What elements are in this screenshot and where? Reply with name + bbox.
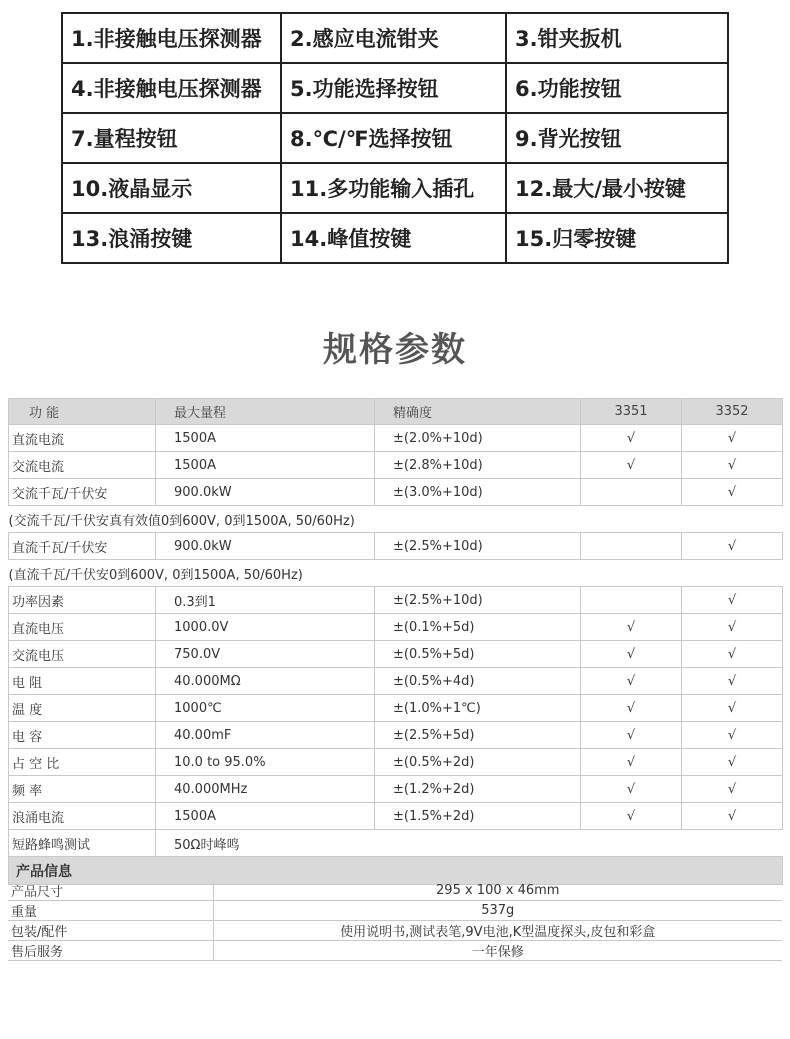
part-label: 8.℃/℉选择按钮 [281,113,506,163]
info-label: 包装/配件 [8,921,213,941]
part-label: 4.非接触电压探测器 [62,63,281,113]
header-model-3351: 3351 [581,399,682,425]
spec-function: 交流千瓦/千伏安 [9,479,156,506]
model-3352-check: √ [682,479,783,506]
info-section-label: 产品信息 [9,857,783,885]
model-3352-check: √ [682,425,783,452]
parts-legend-table [61,12,729,264]
spec-row [9,425,783,452]
model-3352-check: √ [682,533,783,560]
model-3351-check: √ [581,749,682,776]
model-3351-check: √ [581,722,682,749]
info-row [8,921,782,941]
model-3351-check: √ [581,776,682,803]
spec-function: 直流电流 [9,425,156,452]
spec-range: 1000.0V [156,614,375,641]
info-label: 产品尺寸 [8,881,213,901]
spec-row [9,776,783,803]
spec-accuracy: ±(0.5%+5d) [375,641,581,668]
spec-note: (直流千瓦/千伏安0到600V, 0到1500A, 50/60Hz) [9,560,783,587]
model-3352-check: √ [682,641,783,668]
header-accuracy: 精确度 [375,399,581,425]
spec-row [9,803,783,830]
model-3352-check: √ [682,668,783,695]
model-3352-check: √ [682,587,783,614]
spec-function: 电 容 [9,722,156,749]
spec-row [9,695,783,722]
spec-accuracy: ±(2.8%+10d) [375,452,581,479]
spec-accuracy: ±(1.0%+1℃) [375,695,581,722]
spec-range: 0.3到1 [156,587,375,614]
spec-range: 40.000MΩ [156,668,375,695]
spec-row [9,587,783,614]
spec-range: 900.0kW [156,533,375,560]
info-value: 537g [213,901,782,921]
model-3351-check [581,587,682,614]
spec-function: 短路蜂鸣测试 [9,830,156,857]
spec-range: 1000℃ [156,695,375,722]
spec-function: 电 阻 [9,668,156,695]
spec-row [9,830,783,857]
spec-accuracy: ±(0.5%+2d) [375,749,581,776]
model-3352-check: √ [682,776,783,803]
model-3352-check: √ [682,749,783,776]
spec-accuracy: ±(2.5%+5d) [375,722,581,749]
part-label: 3.钳夹扳机 [506,13,728,63]
model-3351-check: √ [581,452,682,479]
info-row [8,941,782,961]
model-3352-check: √ [682,452,783,479]
spec-row [9,479,783,506]
spec-title: 规格参数 [323,330,467,370]
spec-range: 900.0kW [156,479,375,506]
spec-accuracy: ±(1.2%+2d) [375,776,581,803]
part-label: 6.功能按钮 [506,63,728,113]
spec-row [9,668,783,695]
model-3351-check: √ [581,614,682,641]
parts-row [62,13,728,63]
part-label: 11.多功能输入插孔 [281,163,506,213]
spec-note: (交流千瓦/千伏安真有效值0到600V, 0到1500A, 50/60Hz) [9,506,783,533]
part-label: 5.功能选择按钮 [281,63,506,113]
spec-accuracy: ±(0.1%+5d) [375,614,581,641]
info-label: 售后服务 [8,941,213,961]
model-3352-check: √ [682,614,783,641]
spec-range: 1500A [156,452,375,479]
spec-header-row [9,399,783,425]
spec-range: 40.000MHz [156,776,375,803]
model-3352-check: √ [682,695,783,722]
spec-function: 功率因素 [9,587,156,614]
spec-row [9,452,783,479]
model-3351-check: √ [581,668,682,695]
spec-accuracy: ±(0.5%+4d) [375,668,581,695]
model-3351-check: √ [581,695,682,722]
info-label: 重量 [8,901,213,921]
spec-function: 交流电流 [9,452,156,479]
spec-accuracy: ±(3.0%+10d) [375,479,581,506]
header-max-range: 最大量程 [156,399,375,425]
spec-accuracy: ±(1.5%+2d) [375,803,581,830]
header-function: 功 能 [9,399,156,425]
spec-accuracy: ±(2.5%+10d) [375,533,581,560]
spec-range: 50Ω时峰鸣 [156,830,375,857]
spec-function: 占 空 比 [9,749,156,776]
info-row [8,881,782,901]
part-label: 9.背光按钮 [506,113,728,163]
spec-function: 频 率 [9,776,156,803]
spec-accuracy: ±(2.0%+10d) [375,425,581,452]
part-label: 10.液晶显示 [62,163,281,213]
spec-note-row [9,560,783,587]
model-3351-check: √ [581,641,682,668]
product-info-table [8,881,782,961]
spec-range: 750.0V [156,641,375,668]
spec-empty [375,830,783,857]
header-model-3352: 3352 [682,399,783,425]
spec-row [9,533,783,560]
spec-function: 直流电压 [9,614,156,641]
spec-range: 1500A [156,425,375,452]
spec-row [9,614,783,641]
spec-table [8,398,783,885]
spec-function: 温 度 [9,695,156,722]
spec-row [9,749,783,776]
spec-accuracy: ±(2.5%+10d) [375,587,581,614]
parts-row [62,213,728,263]
model-3351-check [581,533,682,560]
info-value: 使用说明书,测试表笔,9V电池,K型温度探头,皮包和彩盒 [213,921,782,941]
part-label: 14.峰值按键 [281,213,506,263]
info-value: 295 x 100 x 46mm [213,881,782,901]
parts-row [62,113,728,163]
spec-range: 10.0 to 95.0% [156,749,375,776]
spec-function: 直流千瓦/千伏安 [9,533,156,560]
spec-function: 交流电压 [9,641,156,668]
spec-row [9,641,783,668]
part-label: 2.感应电流钳夹 [281,13,506,63]
parts-row [62,63,728,113]
model-3352-check: √ [682,722,783,749]
part-label: 12.最大/最小按键 [506,163,728,213]
model-3351-check: √ [581,425,682,452]
spec-note-row [9,506,783,533]
model-3351-check: √ [581,803,682,830]
spec-range: 1500A [156,803,375,830]
part-label: 1.非接触电压探测器 [62,13,281,63]
part-label: 13.浪涌按键 [62,213,281,263]
part-label: 7.量程按钮 [62,113,281,163]
part-label: 15.归零按键 [506,213,728,263]
info-value: 一年保修 [213,941,782,961]
parts-row [62,163,728,213]
spec-row [9,722,783,749]
info-row [8,901,782,921]
model-3351-check [581,479,682,506]
spec-function: 浪涌电流 [9,803,156,830]
model-3352-check: √ [682,803,783,830]
spec-range: 40.00mF [156,722,375,749]
